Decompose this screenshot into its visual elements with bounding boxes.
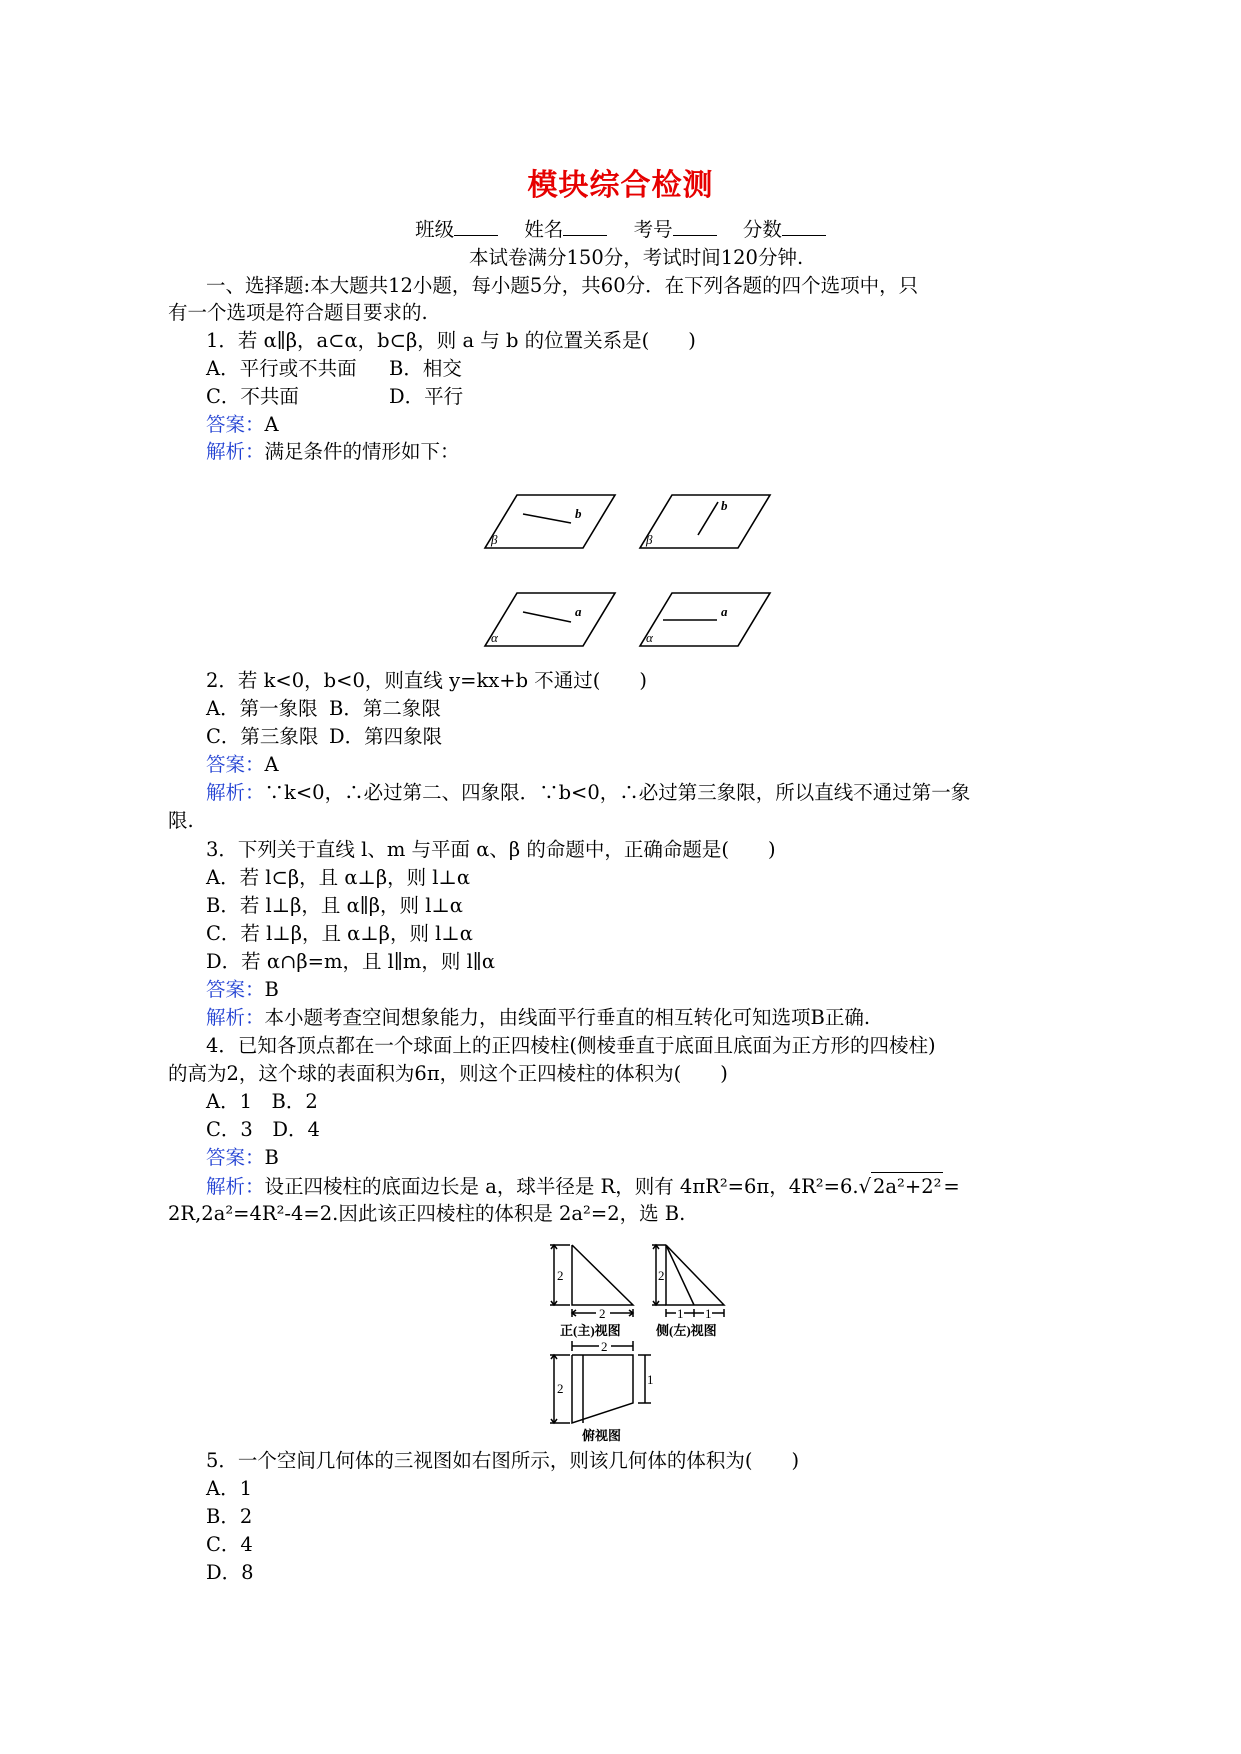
q4-analysis-line1	[206, 1172, 960, 1201]
analysis-label: 解析：	[206, 781, 265, 804]
q2-analysis-line1	[206, 779, 970, 807]
sqrt-content: 2a²+2²	[871, 1172, 943, 1201]
q3-option-b: B．若 l⊥β，且 α∥β，则 l⊥α	[206, 894, 463, 917]
label-alpha-1: α	[491, 630, 498, 645]
q1-option-c: C．不共面	[206, 385, 299, 408]
id-field: 考号	[634, 218, 717, 241]
q4-analysis-line2: 2R,2a²=4R²-4=2.因此该正四棱柱的体积是 2a²=2，选 B.	[168, 1202, 686, 1225]
student-info-row	[0, 214, 1241, 242]
answer-value: B	[264, 1146, 279, 1169]
analysis-text: 满足条件的情形如下：	[264, 440, 460, 463]
label-alpha-2: α	[646, 630, 653, 645]
analysis-text: ∵k<0，∴必过第二、四象限．∵b<0，∴必过第三象限，所以直线不通过第一象	[264, 781, 971, 804]
sqrt-symbol: √	[858, 1175, 871, 1198]
q3-analysis	[206, 1004, 870, 1032]
answer-label: 答案：	[206, 753, 265, 776]
q1-option-d: D．平行	[389, 385, 464, 408]
q1-planes-figure	[485, 490, 785, 665]
q4-options-cd: C．3 D．4	[206, 1118, 320, 1141]
q3-option-c: C．若 l⊥β，且 α⊥β，则 l⊥α	[206, 922, 473, 945]
side-width-label-2: 1	[705, 1306, 712, 1321]
id-blank[interactable]	[673, 217, 717, 236]
q1-analysis	[206, 438, 460, 466]
q5-option-b: B．2	[206, 1505, 253, 1528]
top-width-label: 2	[601, 1339, 608, 1354]
analysis-text: 设正四棱柱的底面边长是 a，球半径是 R，则有 4πR²=6π，4R²=6.	[264, 1175, 859, 1198]
page-title: 模块综合检测	[527, 168, 714, 203]
answer-value: A	[264, 413, 279, 436]
class-field: 班级	[415, 218, 498, 241]
q3-option-a: A．若 l⊂β，且 α⊥β，则 l⊥α	[206, 866, 471, 889]
q5-stem: 5．一个空间几何体的三视图如右图所示，则该几何体的体积为( )	[206, 1449, 800, 1472]
label-beta-2: β	[646, 532, 653, 547]
q4-options-ab: A．1 B．2	[206, 1090, 318, 1113]
plane-beta-1	[485, 495, 615, 548]
label-a-1: a	[575, 604, 582, 619]
q4-stem-line1: 4．已知各顶点都在一个球面上的正四棱柱(侧棱垂直于底面且底面为正方形的四棱柱)	[206, 1034, 936, 1057]
q2-option-b: B．第二象限	[329, 697, 441, 720]
label-b-1: b	[575, 506, 582, 521]
q2-answer	[206, 751, 279, 779]
q2-option-a: A．第一象限	[206, 697, 318, 720]
section-intro-line2: 有一个选项是符合题目要求的.	[168, 301, 428, 324]
exam-note: 本试卷满分150分，考试时间120分钟.	[469, 246, 804, 269]
q1-stem: 1．若 α∥β，a⊂α，b⊂β，则 a 与 b 的位置关系是( )	[206, 329, 696, 352]
answer-label: 答案：	[206, 978, 265, 1001]
top-view-label: 俯视图	[582, 1428, 622, 1443]
top-height-label: 2	[557, 1381, 564, 1396]
q3-option-d: D．若 α∩β=m，且 l∥m，则 l∥α	[206, 950, 495, 973]
q2-stem: 2．若 k<0，b<0，则直线 y=kx+b 不通过( )	[206, 669, 647, 692]
line-a-1	[523, 612, 571, 622]
equals-sign: =	[943, 1175, 960, 1198]
analysis-text: 本小题考查空间想象能力，由线面平行垂直的相互转化可知选项B正确.	[264, 1006, 871, 1029]
answer-value: B	[264, 978, 279, 1001]
q3-stem: 3．下列关于直线 l、m 与平面 α、β 的命题中，正确命题是( )	[206, 838, 776, 861]
q5-option-a: A．1	[206, 1477, 252, 1500]
side-view-label: 侧(左)视图	[656, 1323, 717, 1338]
q2-option-c: C．第三象限	[206, 725, 319, 748]
answer-value: A	[264, 753, 279, 776]
q1-answer	[206, 411, 279, 439]
q5-three-view-figure	[548, 1243, 738, 1443]
front-height-label: 2	[557, 1268, 564, 1283]
score-blank[interactable]	[782, 217, 826, 236]
analysis-label: 解析：	[206, 440, 265, 463]
line-b-2	[698, 502, 718, 535]
analysis-label: 解析：	[206, 1175, 265, 1198]
class-blank[interactable]	[454, 217, 498, 236]
name-field: 姓名	[524, 218, 607, 241]
q3-answer	[206, 976, 279, 1004]
q4-stem-line2: 的高为2，这个球的表面积为6π，则这个正四棱柱的体积为( )	[168, 1062, 728, 1085]
label-a-2: a	[721, 604, 728, 619]
front-view-label: 正(主)视图	[560, 1323, 621, 1338]
label-b-2: b	[721, 498, 728, 513]
line-b-1	[523, 514, 571, 523]
front-width-label: 2	[599, 1306, 606, 1321]
q5-option-d: D．8	[206, 1561, 254, 1584]
q5-option-c: C．4	[206, 1533, 253, 1556]
plane-alpha-1	[485, 593, 615, 646]
answer-label: 答案：	[206, 413, 265, 436]
answer-label: 答案：	[206, 1146, 265, 1169]
label-beta-1: β	[491, 532, 498, 547]
q1-option-a: A．平行或不共面	[206, 357, 357, 380]
q2-option-d: D．第四象限	[329, 725, 443, 748]
q4-answer	[206, 1144, 279, 1172]
q1-option-b: B．相交	[389, 357, 462, 380]
name-blank[interactable]	[563, 217, 607, 236]
score-field: 分数	[743, 218, 826, 241]
section-intro-line1: 一、选择题:本大题共12小题，每小题5分，共60分．在下列各题的四个选项中，只	[206, 274, 919, 297]
analysis-label: 解析：	[206, 1006, 265, 1029]
q2-analysis-line2: 限.	[168, 809, 194, 832]
top-right-label: 1	[647, 1372, 654, 1387]
side-width-label-1: 1	[677, 1306, 684, 1321]
plane-beta-2	[640, 495, 770, 548]
side-height-label: 2	[658, 1268, 665, 1283]
